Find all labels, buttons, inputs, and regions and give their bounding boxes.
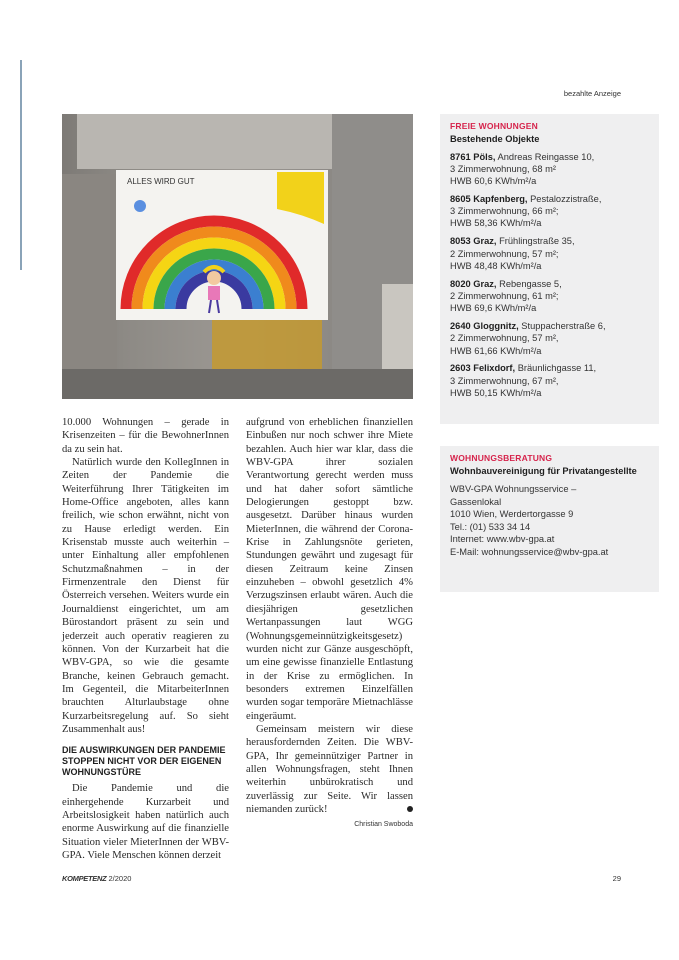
listing-street: Andreas Reingasse 10, xyxy=(495,151,595,162)
listing-rooms: 2 Zimmerwohnung, 57 m²; xyxy=(450,248,559,259)
listing-place: 8761 Pöls, xyxy=(450,151,496,162)
paragraph: Natürlich wurde den KollegInnen in Zeiten der Pandemie die Weiterführung Ihrer Tätigkeiten im Home-Office angeboten, alles kann freilich, wie schon erwähnt, nicht von zu Hause erledigt werden. Ein Krisenstab musste auch weiterhin – unter Einhaltung aller empfohlenen Schutzmaßnahmen – in der Firmenzentrale den Dienst für Österreich versehen. Weiters wurde ein Journaldienst eingerichtet, um am Bürostandort präsent zu sein und jederzeit auch operativ reagieren zu können. Von der Kurzarbeit hat die WBV-GPA, so wie die gesamte Branche, keinen Gebrauch gemacht. Im Gegenteil, die MitarbeiterInnen brauchten Alturlaubstage ohne Kurzarbeitsregelung auf. So sieht Zusammenhalt aus! xyxy=(62,457,229,735)
box-heading: WOHNUNGSBERATUNG xyxy=(450,453,553,463)
contact-phone: Tel.: (01) 533 34 14 xyxy=(450,521,531,532)
figure-dress xyxy=(208,286,220,300)
listing-place: 8020 Graz, xyxy=(450,278,497,289)
article-column-1 xyxy=(62,416,229,862)
paragraph: aufgrund von erheblichen finanziellen Einbußen nur noch schwer ihre Miete bezahlen. Auch hier war klar, dass die WBV-GPA ihrer sozialen Verantwortung gerecht werden muss und hat daher sofort sämtliche Delogierungen gestoppt bzw. ausgesetzt. Darüber hinaus wurden MieterInnen, die während der Corona-Krise in Zahlungsnöte gerieten, Stundungen gewährt und zugesagt für diesen Zeitraum keine Zinsen einzuheben – obwohl gesetzlich 4% Verzugszinsen erlaubt wären. Auch die diesjährigen gesetzlichen Wertanpassungen laut WGG (Wohnungsgemeinnützigkeitsgesetz) wurden nicht zur Gänze ausgeschöpft, um eine gewisse finanzielle Entlastung in der Krise zu ermöglichen. In besonders extremen Einzelfällen wurden sogar temporäre Mietnachlässe eingeräumt. xyxy=(246,417,413,722)
listing-hwb: HWB 58,36 KWh/m²/a xyxy=(450,218,542,229)
listing-place: 8053 Graz, xyxy=(450,236,497,247)
issue-number: 2/2020 xyxy=(106,874,132,883)
listing-rooms: 3 Zimmerwohnung, 68 m² xyxy=(450,163,556,174)
housing-advice-box xyxy=(440,446,659,592)
closing-text: Gemeinsam meistern wir diese herausfordernden Zeiten. Die WBV-GPA, Ihr gemeinnütziger Partner in allen Wohnungsfragen, steht Ihnen weiterhin unbürokratisch und zuverlässig zur Seite. Wir lassen niemanden zurück! xyxy=(246,723,413,815)
apartment-listing xyxy=(450,278,649,315)
listing-rooms: 2 Zimmerwohnung, 61 m²; xyxy=(450,290,559,301)
figure-head xyxy=(207,271,221,285)
end-mark-icon xyxy=(407,806,413,812)
apartment-listing xyxy=(450,193,649,230)
listing-rooms: 3 Zimmerwohnung, 67 m², xyxy=(450,375,559,386)
contact-website[interactable]: Internet: www.wbv-gpa.at xyxy=(450,534,555,545)
article-column-2 xyxy=(246,416,413,832)
listing-hwb: HWB 50,15 KWh/m²/a xyxy=(450,388,542,399)
drawing-text: ALLES WIRD GUT xyxy=(127,177,195,186)
ledge xyxy=(62,369,413,399)
listing-hwb: HWB 69,6 KWh/m²/a xyxy=(450,303,537,314)
apartment-listing xyxy=(450,235,649,272)
box-subheading: Wohnbauvereinigung für Privatangestellte xyxy=(450,466,637,476)
paragraph: 10.000 Wohnungen – gerade in Krisenzeiten – für die BewohnerInnen da zu sein hat. xyxy=(62,417,229,455)
paragraph xyxy=(246,723,413,816)
author-name: Christian Swoboda xyxy=(354,821,413,829)
apartment-listing xyxy=(450,320,649,357)
margin-rule xyxy=(20,60,22,270)
contact-line: Gassenlokal xyxy=(450,496,502,507)
box-heading: FREIE WOHNUNGEN xyxy=(450,121,538,131)
apartment-listing xyxy=(450,362,649,399)
listing-street: Bräunlichgasse 11, xyxy=(515,363,597,374)
apartment-listing xyxy=(450,151,649,188)
contact-email[interactable]: E-Mail: wohnungsservice@wbv-gpa.at xyxy=(450,546,609,557)
photo-illustration xyxy=(62,114,413,399)
listing-place: 2603 Felixdorf, xyxy=(450,363,516,374)
contact-address: 1010 Wien, Werdertorgasse 9 xyxy=(450,509,574,520)
listing-place: 2640 Gloggnitz, xyxy=(450,321,519,332)
section-subhead: DIE AUSWIRKUNGEN DER PANDEMIE STOPPEN NICHT VOR DER EIGENEN WOHNUNGSTÜRE xyxy=(62,745,226,778)
listing-street: Rebengasse 5, xyxy=(496,278,562,289)
listing-list xyxy=(450,151,649,400)
footer-issue xyxy=(62,874,131,883)
listing-street: Stuppacherstraße 6, xyxy=(518,321,606,332)
contact-block xyxy=(450,483,649,559)
flower-drawing xyxy=(134,200,146,212)
listing-place: 8605 Kapfenberg, xyxy=(450,193,528,204)
listing-rooms: 2 Zimmerwohnung, 57 m², xyxy=(450,333,559,344)
listing-street: Frühlingstraße 35, xyxy=(496,236,575,247)
contact-line: WBV-GPA Wohnungsservice – xyxy=(450,484,577,494)
listing-rooms: 3 Zimmerwohnung, 66 m²; xyxy=(450,206,559,217)
left-panel xyxy=(62,174,117,399)
ad-label: bezahlte Anzeige xyxy=(563,89,621,98)
box-subheading: Bestehende Objekte xyxy=(450,134,540,144)
listing-hwb: HWB 61,66 KWh/m²/a xyxy=(450,345,542,356)
mailbox-slot xyxy=(77,114,332,169)
listing-hwb: HWB 48,48 KWh/m²/a xyxy=(450,260,542,271)
rainbow-photo xyxy=(62,114,413,399)
free-apartments-box xyxy=(440,114,659,424)
listing-street: Pestalozzistraße, xyxy=(527,193,602,204)
magazine-name: KOMPETENZ xyxy=(62,874,107,883)
page-number: 29 xyxy=(612,874,621,883)
listing-hwb: HWB 60,6 KWh/m²/a xyxy=(450,176,537,187)
paragraph: Die Pandemie und die einhergehende Kurzarbeit und Arbeitslosigkeit haben natürlich auch enorme Auswirkung auf die finanzielle Situation vieler MieterInnen der WBV-GPA. Viele Menschen können derzeit xyxy=(62,783,229,861)
